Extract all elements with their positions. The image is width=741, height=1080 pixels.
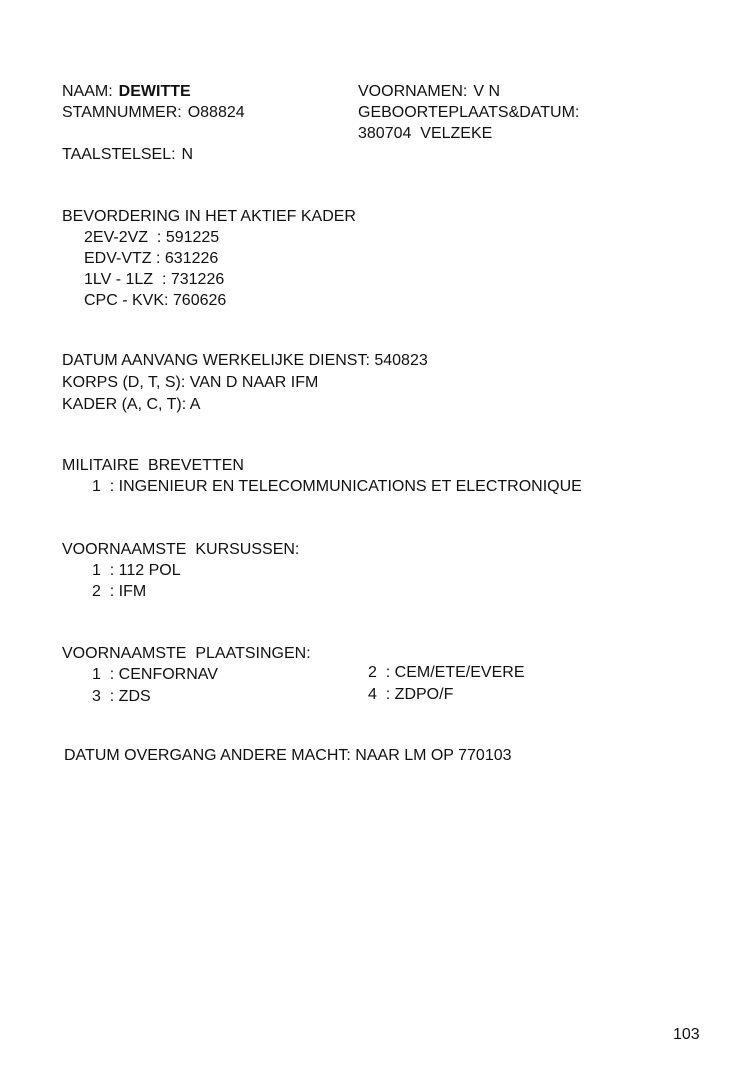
stamnummer-value: O88824 xyxy=(187,104,245,121)
brevetten-item: 1 : INGENIEUR EN TELECOMMUNICATIONS ET ELECTRONIQUE xyxy=(92,478,582,495)
voornamen-label: VOORNAMEN: xyxy=(358,83,468,100)
voornamen-value: V N xyxy=(473,83,501,100)
page-number: 103 xyxy=(673,1026,700,1043)
kursussen-title: VOORNAAMSTE KURSUSSEN: xyxy=(62,541,300,558)
brevetten-title: MILITAIRE BREVETTEN xyxy=(62,457,244,474)
datum-aanvang: DATUM AANVANG WERKELIJKE DIENST: 540823 xyxy=(62,352,428,369)
bevordering-item: 1LV - 1LZ : 731226 xyxy=(84,271,225,288)
naam-label: NAAM: xyxy=(62,83,113,100)
geboorte-value: 380704 VELZEKE xyxy=(358,125,493,142)
bevordering-title: BEVORDERING IN HET AKTIEF KADER xyxy=(62,208,356,225)
taalstelsel-line xyxy=(62,144,193,165)
plaatsingen-title: VOORNAAMSTE PLAATSINGEN: xyxy=(62,645,311,662)
plaatsingen-item: 2 : CEM/ETE/EVERE xyxy=(368,664,525,681)
bevordering-item: EDV-VTZ : 631226 xyxy=(84,250,219,267)
plaatsingen-item: 1 : CENFORNAV xyxy=(92,666,218,683)
bevordering-item: 2EV-2VZ : 591225 xyxy=(84,229,220,246)
korps-line: KORPS (D, T, S): VAN D NAAR IFM xyxy=(62,374,319,391)
kursussen-item: 2 : IFM xyxy=(92,583,147,600)
kader-line: KADER (A, C, T): A xyxy=(62,396,201,413)
taalstelsel-label: TAALSTELSEL: xyxy=(62,146,176,163)
stamnummer-line xyxy=(62,102,245,123)
taalstelsel-value: N xyxy=(181,146,194,163)
kursussen-item: 1 : 112 POL xyxy=(92,562,181,579)
geboorte-label: GEBOORTEPLAATS&DATUM: xyxy=(358,104,580,121)
plaatsingen-item: 4 : ZDPO/F xyxy=(368,686,454,703)
plaatsingen-item: 3 : ZDS xyxy=(92,688,151,705)
naam-line xyxy=(62,81,191,102)
bevordering-item: CPC - KVK: 760626 xyxy=(84,292,227,309)
naam-value: DEWITTE xyxy=(118,83,191,100)
voornamen-line xyxy=(358,81,500,102)
stamnummer-label: STAMNUMMER: xyxy=(62,104,182,121)
overgang-line: DATUM OVERGANG ANDERE MACHT: NAAR LM OP 770103 xyxy=(64,747,512,764)
